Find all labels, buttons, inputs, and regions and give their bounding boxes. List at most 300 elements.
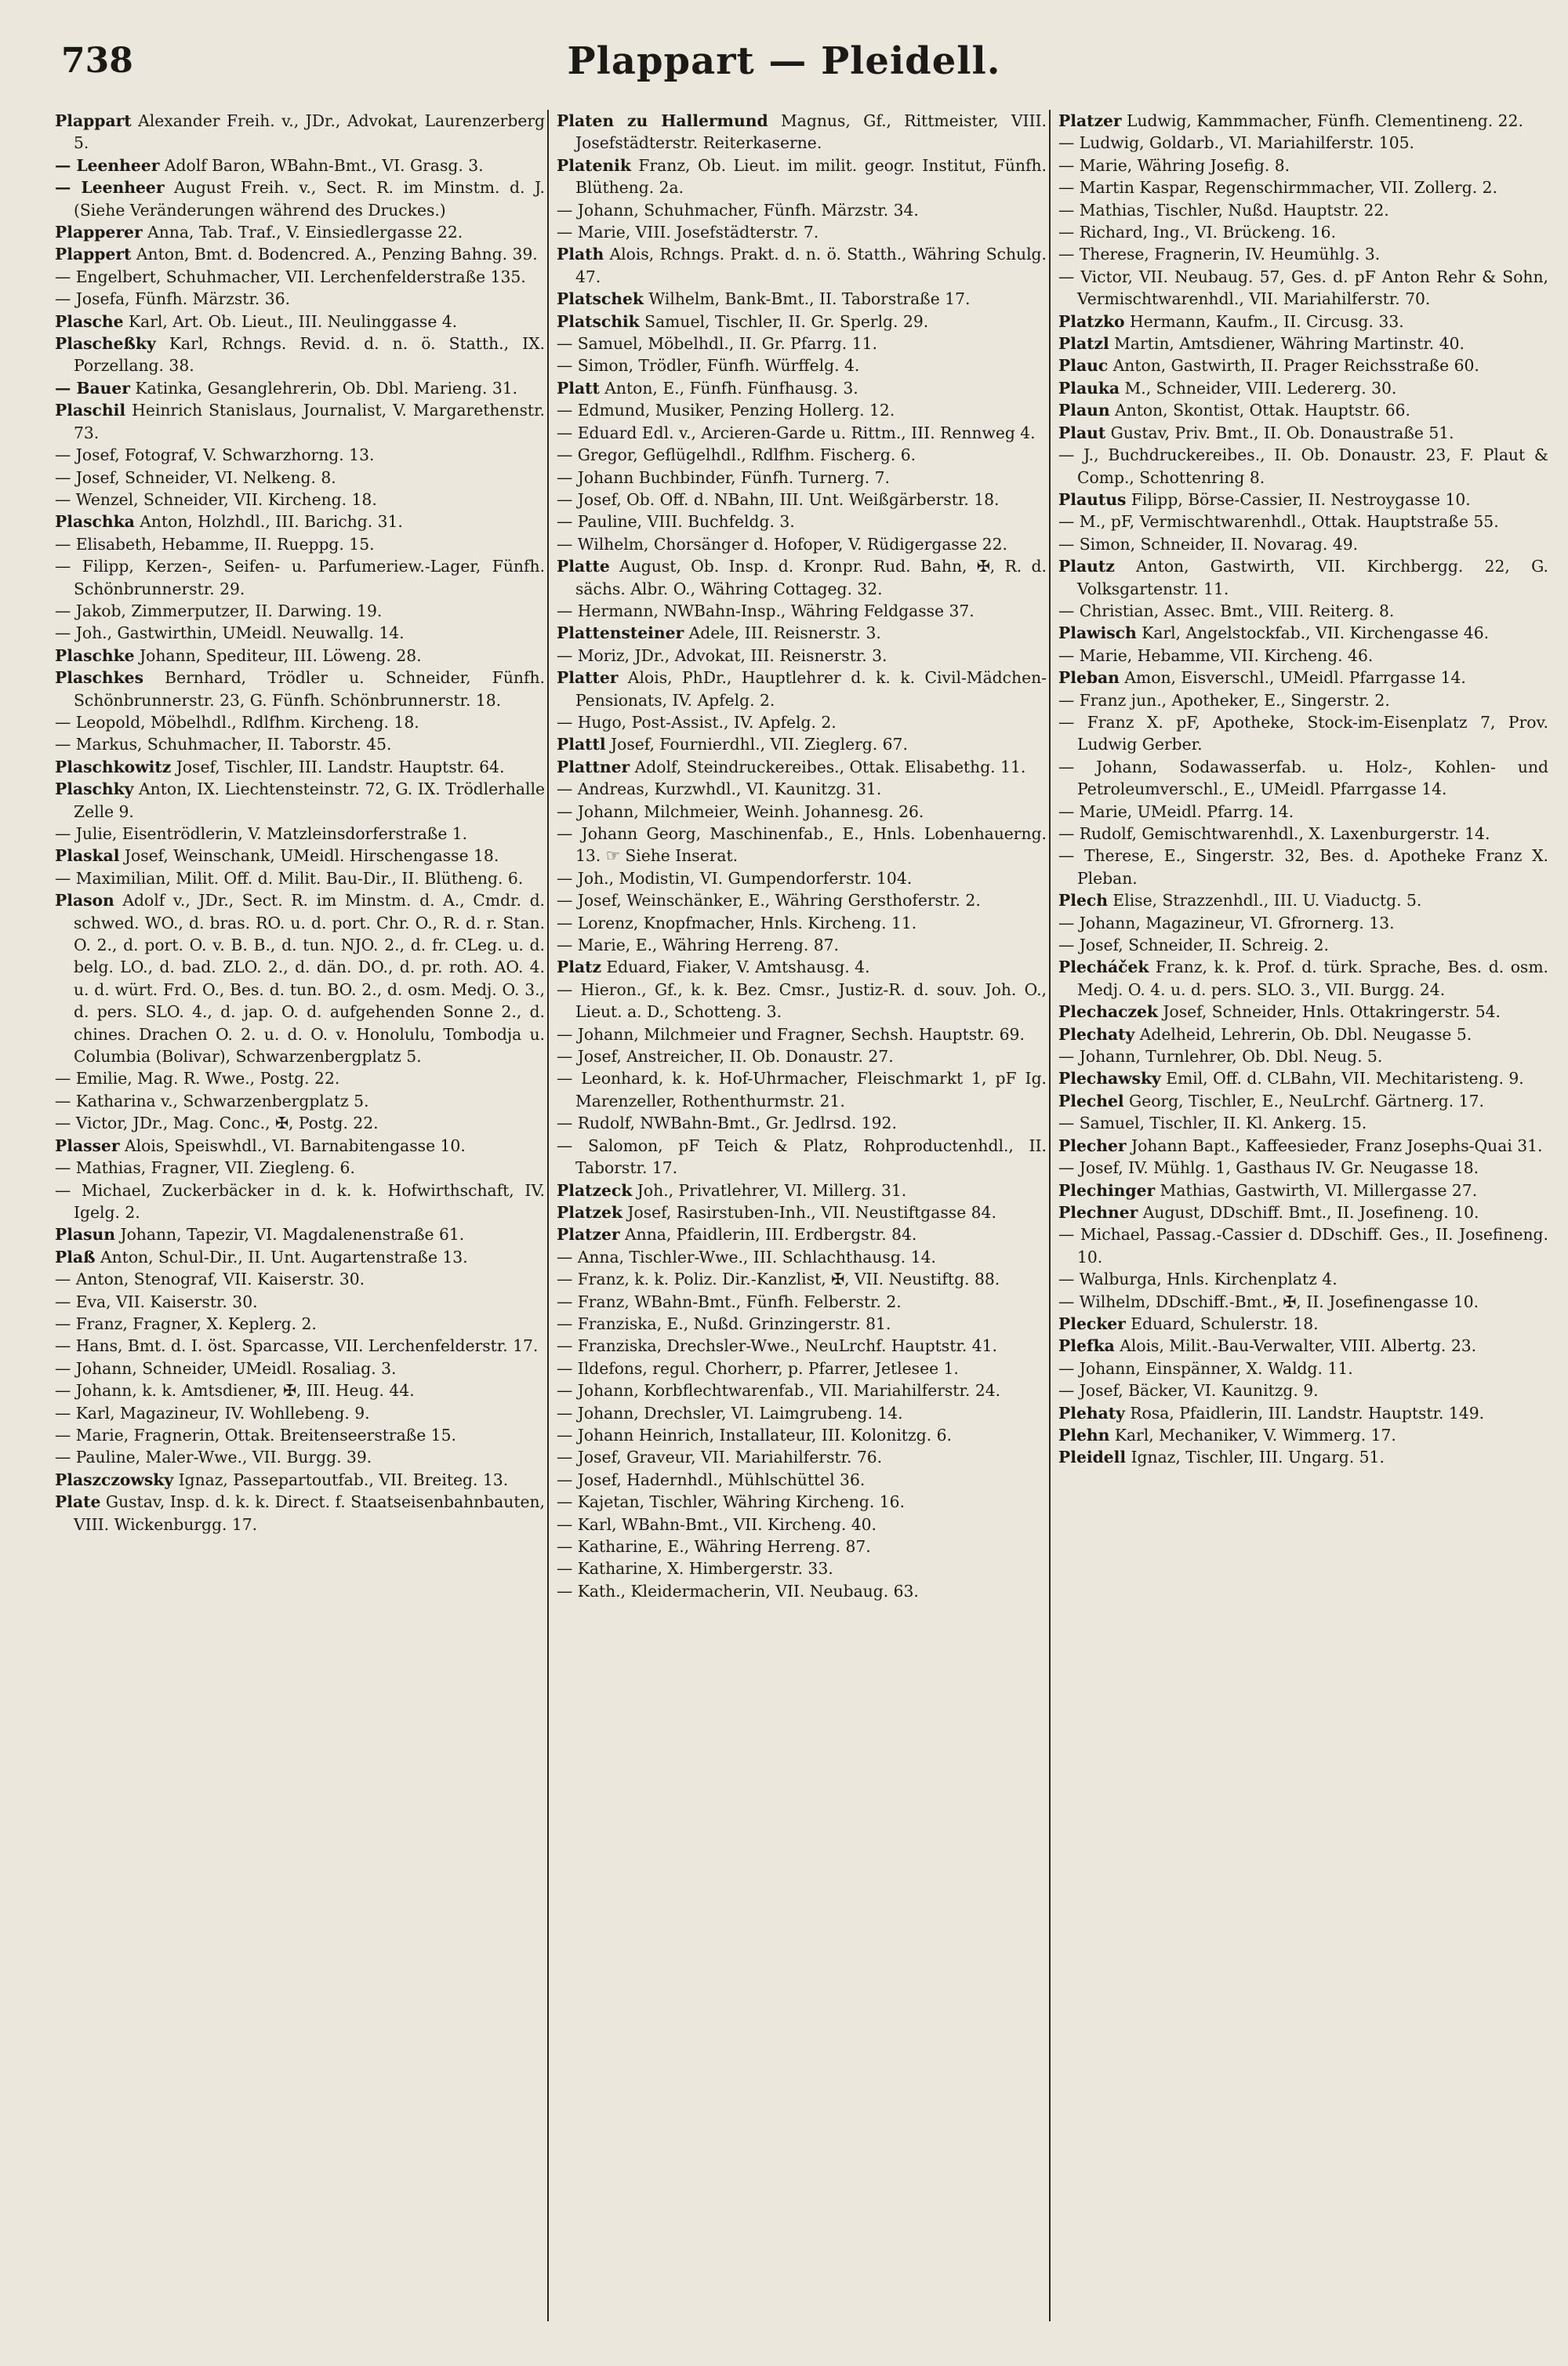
directory-entry xyxy=(557,1446,1047,1468)
directory-entry xyxy=(557,1514,1047,1536)
entry-text: Alois, Milit.-Bau-Verwalter, VIII. Albertg. 23. xyxy=(1114,1336,1477,1356)
entry-text: — Marie, UMeidl. Pfarrg. 14. xyxy=(1058,801,1294,821)
entry-text: — Hieron., Gf., k. k. Bez. Cmsr., Justiz-R. d. souv. Joh. O., Lieut. a. D., Schotteng. 3. xyxy=(557,979,1047,1022)
entry-text: — Marie, Fragnerin, Ottak. Breitenseerstraße 15. xyxy=(55,1425,456,1445)
directory-entry xyxy=(557,221,1047,243)
directory-entry xyxy=(557,1246,1047,1268)
entry-text: Anton, Bmt. d. Bodencred. A., Penzing Bahng. 39. xyxy=(131,245,538,264)
directory-entry xyxy=(55,489,545,511)
entry-headword: Plattensteiner xyxy=(557,623,684,643)
directory-entry xyxy=(55,511,545,532)
entry-text: August, DDschiff. Bmt., II. Josefineng. 10. xyxy=(1138,1202,1479,1222)
entry-headword: Plechaczek xyxy=(1058,1002,1158,1022)
entry-headword: Plaschil xyxy=(55,401,126,420)
directory-entry xyxy=(1058,1023,1548,1045)
directory-entry xyxy=(55,756,545,778)
entry-text: Adele, III. Reisnerstr. 3. xyxy=(684,623,881,643)
directory-entry xyxy=(1058,399,1548,421)
directory-entry xyxy=(1058,689,1548,711)
entry-text: — Wenzel, Schneider, VII. Kircheng. 18. xyxy=(55,489,377,509)
entry-text: Samuel, Tischler, II. Gr. Sperlg. 29. xyxy=(639,311,929,331)
entry-text: — Anna, Tischler-Wwe., III. Schlachthausg. 14. xyxy=(557,1247,936,1267)
entry-text: Karl, Rchngs. Revid. d. n. ö. Statth., IX. Porzellang. 38. xyxy=(74,334,545,376)
entry-text: — Katharine, X. Himbergerstr. 33. xyxy=(557,1559,833,1579)
directory-entry xyxy=(557,444,1047,466)
entry-headword: Plechinger xyxy=(1058,1180,1156,1200)
directory-entry xyxy=(55,1313,545,1335)
entry-text: — Simon, Schneider, II. Novarag. 49. xyxy=(1058,534,1359,554)
directory-entry xyxy=(557,288,1047,310)
directory-entry xyxy=(557,1045,1047,1067)
entry-text: — Edmund, Musiker, Penzing Hollerg. 12. xyxy=(557,401,895,420)
entry-headword: Plaskal xyxy=(55,846,120,866)
entry-text: — Julie, Eisentrödlerin, V. Matzleinsdorferstraße 1. xyxy=(55,824,468,843)
directory-entry xyxy=(1058,1112,1548,1134)
directory-entry xyxy=(55,266,545,288)
entry-text: — Ildefons, regul. Chorherr, p. Pfarrer, Jetlesee 1. xyxy=(557,1358,959,1378)
directory-entry xyxy=(55,243,545,265)
entry-headword: — Leenheer xyxy=(55,178,165,198)
directory-entry xyxy=(557,1536,1047,1557)
directory-entry xyxy=(55,154,545,176)
entry-text: — Johann, Schuhmacher, Fünfh. Märzstr. 34. xyxy=(557,200,919,220)
entry-headword: Platschik xyxy=(557,311,640,331)
entry-headword: Plecháček xyxy=(1058,958,1149,977)
page-number: 738 xyxy=(61,41,133,81)
entry-text: — Marie, Hebamme, VII. Kircheng. 46. xyxy=(1058,645,1374,665)
entry-text: — Marie, E., Währing Herreng. 87. xyxy=(557,936,839,955)
directory-entry xyxy=(557,422,1047,444)
entry-headword: Platzko xyxy=(1058,311,1125,331)
directory-entry xyxy=(55,667,545,711)
entry-headword: Plascheßky xyxy=(55,334,156,354)
entry-text: — Engelbert, Schuhmacher, VII. Lerchenfelderstraße 135. xyxy=(55,267,526,286)
entry-headword: Plechawsky xyxy=(1058,1069,1161,1089)
entry-text: M., Schneider, VIII. Ledererg. 30. xyxy=(1120,378,1397,398)
running-head: Plappart — Pleidell. xyxy=(567,39,1001,83)
entry-headword: Plapperer xyxy=(55,223,143,242)
directory-entry xyxy=(557,733,1047,755)
entry-text: Adolf v., JDr., Sect. R. im Minstm. d. A., Cmdr. d. schwed. WO., d. bras. RO. u. d. port. Chr. O., R. d. r. Stan. O. 2., d. port. O. v. B. B., d. tun. NJO. 2., d. fr. CLeg. u. d. belg. LO., d. bad. ZLO. 2., d. dän. DO., d. pr. roth. AO. 4. u. d. würt. Frd. O., Bes. d. tun. BO. 2., d. osm. Medj. O. 3., d. pers. SLO. 4., d. jap. O. d. aufgehenden Sonne 2., d. chines. Drachen O. 2. u. d. O. v. Honolulu, Tombodja u. Columbia (Bolivar), Schwarzenbergplatz 5. xyxy=(74,891,545,1067)
directory-entry xyxy=(557,1223,1047,1245)
directory-entry xyxy=(55,733,545,755)
directory-entry xyxy=(55,1157,545,1179)
directory-entry xyxy=(1058,1179,1548,1201)
entry-headword: Plaschka xyxy=(55,512,135,532)
directory-entry xyxy=(557,600,1047,622)
entry-text: — Josef, Hadernhdl., Mühlschüttel 36. xyxy=(557,1470,866,1489)
entry-headword: Plaschky xyxy=(55,780,134,799)
directory-entry xyxy=(557,354,1047,376)
directory-entry xyxy=(557,1023,1047,1045)
directory-entry xyxy=(1058,311,1548,333)
directory-entry xyxy=(1058,756,1548,801)
entry-text: Filipp, Börse-Cassier, II. Nestroygasse 10. xyxy=(1126,489,1471,509)
entry-headword: Plaschkowitz xyxy=(55,757,172,776)
entry-text: — Andreas, Kurzwhdl., VI. Kaunitzg. 31. xyxy=(557,780,882,799)
entry-text: — Franz jun., Apotheker, E., Singerstr. 2. xyxy=(1058,690,1390,710)
directory-entry xyxy=(1058,243,1548,265)
entry-headword: Plasser xyxy=(55,1136,120,1155)
directory-entry xyxy=(55,1135,545,1157)
directory-entry xyxy=(557,511,1047,532)
entry-text: — Samuel, Tischler, II. Kl. Ankerg. 15. xyxy=(1058,1114,1367,1133)
entry-text: Katinka, Gesanglehrerin, Ob. Dbl. Marieng. 31. xyxy=(129,378,518,398)
directory-entry xyxy=(55,1379,545,1401)
entry-headword: Plauc xyxy=(1058,356,1109,376)
entry-text: — Mathias, Fragner, VII. Ziegleng. 6. xyxy=(55,1158,355,1178)
directory-entry xyxy=(557,778,1047,800)
entry-text: — Johann, Magazineur, VI. Gfrornerg. 13. xyxy=(1058,913,1395,932)
directory-entry xyxy=(55,823,545,845)
directory-entry xyxy=(1058,176,1548,198)
entry-text: — Johann, Korbflechtwarenfab., VII. Mariahilferstr. 24. xyxy=(557,1381,1001,1401)
directory-entry xyxy=(55,311,545,333)
entry-text: — Josef, Fotograf, V. Schwarzhorng. 13. xyxy=(55,445,375,465)
entry-text: Anton, Gastwirth, VII. Kirchbergg. 22, G. Volksgartenstr. 11. xyxy=(1077,557,1548,598)
directory-entry xyxy=(55,711,545,733)
entry-text: Anton, Gastwirth, II. Prager Reichsstraße 60. xyxy=(1108,356,1479,376)
entry-text: — Salomon, pF Teich & Platz, Rohproductenhdl., II. Taborstr. 17. xyxy=(557,1136,1047,1178)
entry-headword: Plason xyxy=(55,891,114,910)
entry-text: — Franziska, Drechsler-Wwe., NeuLrchf. Hauptstr. 41. xyxy=(557,1336,997,1356)
entry-text: Anton, Skontist, Ottak. Hauptstr. 66. xyxy=(1109,401,1410,420)
directory-entry xyxy=(55,645,545,667)
directory-entry xyxy=(557,154,1047,199)
entry-text: Johann, Tapezir, VI. Magdalenenstraße 61. xyxy=(115,1225,465,1245)
directory-entry xyxy=(557,1335,1047,1357)
entry-text: — Eva, VII. Kaiserstr. 30. xyxy=(55,1292,258,1311)
entry-text: Adolf Baron, WBahn-Bmt., VI. Grasg. 3. xyxy=(159,155,484,175)
entry-headword: Plawisch xyxy=(1058,623,1137,643)
directory-entry xyxy=(55,1246,545,1268)
directory-entry xyxy=(557,756,1047,778)
directory-entry xyxy=(557,1469,1047,1491)
entry-text: Karl, Art. Ob. Lieut., III. Neulinggasse 4. xyxy=(123,311,458,331)
entry-headword: Plautz xyxy=(1058,557,1115,576)
directory-entry xyxy=(1058,154,1548,176)
directory-entry xyxy=(1058,1424,1548,1446)
directory-entry xyxy=(557,1201,1047,1223)
directory-entry xyxy=(557,533,1047,555)
directory-entry xyxy=(1058,622,1548,644)
directory-entry xyxy=(1058,667,1548,689)
directory-entry xyxy=(55,1357,545,1379)
entry-text: — Martin Kaspar, Regenschirmmacher, VII. Zollerg. 2. xyxy=(1058,178,1497,198)
entry-text: — Maximilian, Milit. Off. d. Milit. Bau-Dir., II. Blütheng. 6. xyxy=(55,868,524,888)
directory-entry xyxy=(557,1313,1047,1335)
entry-text: — Johann Georg, Maschinenfab., E., Hnls. Lobenhauerng. 13. ☞ Siehe Inserat. xyxy=(557,824,1047,866)
entry-text: — Johann, Milchmeier und Fragner, Sechsh. Hauptstr. 69. xyxy=(557,1024,1025,1044)
directory-entry xyxy=(1058,934,1548,956)
directory-entry xyxy=(1058,266,1548,311)
directory-entry xyxy=(1058,1135,1548,1157)
entry-text: Ignaz, Tischler, III. Ungarg. 51. xyxy=(1126,1448,1385,1467)
entry-text: Eduard, Fiaker, V. Amtshausg. 4. xyxy=(601,958,870,977)
entry-headword: Plath xyxy=(557,245,604,264)
entry-text: — Pauline, VIII. Buchfeldg. 3. xyxy=(557,512,795,532)
directory-entry xyxy=(55,533,545,555)
entry-text: — Hans, Bmt. d. I. öst. Sparcasse, VII. Lerchenfelderstr. 17. xyxy=(55,1336,539,1356)
directory-entry xyxy=(557,489,1047,511)
entry-text: — Johann Buchbinder, Fünfh. Turnerg. 7. xyxy=(557,467,890,487)
entry-headword: — Leenheer xyxy=(55,155,160,175)
entry-text: — Karl, Magazineur, IV. Wohllebeng. 9. xyxy=(55,1403,370,1423)
entry-text: — Markus, Schuhmacher, II. Taborstr. 45. xyxy=(55,735,392,754)
entry-text: Rosa, Pfaidlerin, III. Landstr. Hauptstr. 149. xyxy=(1124,1403,1485,1423)
entry-text: — Joh., Gastwirthin, UMeidl. Neuwallg. 14. xyxy=(55,623,405,643)
entry-text: — Katharine, E., Währing Herreng. 87. xyxy=(557,1537,871,1556)
entry-text: Alois, Rchngs. Prakt. d. n. ö. Statth., Währing Schulg. 47. xyxy=(575,245,1047,286)
directory-entry xyxy=(557,1291,1047,1313)
directory-entry xyxy=(55,176,545,221)
directory-entry xyxy=(557,333,1047,354)
entry-headword: Pleidell xyxy=(1058,1448,1127,1467)
entry-text: Hermann, Kaufm., II. Circusg. 33. xyxy=(1124,311,1404,331)
directory-entry xyxy=(557,110,1047,154)
entry-text: Karl, Angelstockfab., VII. Kirchengasse 46. xyxy=(1136,623,1490,643)
entry-headword: Plattner xyxy=(557,757,630,776)
entry-text: Mathias, Gastwirth, VI. Millergasse 27. xyxy=(1155,1180,1478,1200)
directory-entry xyxy=(55,467,545,489)
column-3 xyxy=(1058,110,1548,2337)
directory-entry xyxy=(557,1379,1047,1401)
directory-entry xyxy=(1058,1291,1548,1313)
directory-entry xyxy=(557,823,1047,867)
entry-text: Adelheid, Lehrerin, Ob. Dbl. Neugasse 5. xyxy=(1134,1024,1472,1044)
directory-entry xyxy=(55,1491,545,1536)
entry-text: — Eduard Edl. v., Arcieren-Garde u. Rittm., III. Rennweg 4. xyxy=(557,423,1036,442)
directory-entry xyxy=(557,243,1047,288)
entry-text: — Josef, Schneider, VI. Nelkeng. 8. xyxy=(55,467,336,487)
directory-entry xyxy=(55,399,545,444)
entry-text: August, Ob. Insp. d. Kronpr. Rud. Bahn, ✠, R. d. sächs. Albr. O., Währing Cottageg. 32. xyxy=(575,557,1047,598)
column-divider xyxy=(1049,110,1051,2321)
directory-entry xyxy=(557,1491,1047,1513)
column-1 xyxy=(55,110,545,2337)
entry-text: Josef, Schneider, Hnls. Ottakringerstr. 54. xyxy=(1157,1002,1501,1022)
entry-text: — Hugo, Post-Assist., IV. Apfelg. 2. xyxy=(557,712,837,732)
entry-text: — J., Buchdruckereibes., II. Ob. Donaustr. 23, F. Plaut & Comp., Schottenring 8. xyxy=(1058,445,1548,487)
directory-entry xyxy=(55,600,545,622)
entry-headword: Platter xyxy=(557,668,619,688)
directory-entry xyxy=(557,1067,1047,1112)
directory-entry xyxy=(557,467,1047,489)
directory-entry xyxy=(557,956,1047,978)
entry-text: Josef, Tischler, III. Landstr. Hauptstr. 64. xyxy=(171,757,505,776)
entry-text: — Jakob, Zimmerputzer, II. Darwing. 19. xyxy=(55,601,383,620)
entry-text: Eduard, Schulerstr. 18. xyxy=(1125,1314,1319,1333)
entry-headword: Platz xyxy=(557,958,601,977)
entry-text: — Therese, E., Singerstr. 32, Bes. d. Apotheke Franz X. Pleban. xyxy=(1058,846,1548,888)
directory-entry xyxy=(1058,533,1548,555)
directory-entry xyxy=(55,1067,545,1089)
directory-entry xyxy=(55,1424,545,1446)
entry-text: — Elisabeth, Hebamme, II. Rueppg. 15. xyxy=(55,534,375,554)
directory-entry xyxy=(557,1112,1047,1134)
entry-headword: Plappert xyxy=(55,245,132,264)
entry-headword: Plautus xyxy=(1058,489,1127,509)
directory-entry xyxy=(557,555,1047,600)
directory-entry xyxy=(557,889,1047,911)
directory-entry xyxy=(1058,422,1548,444)
entry-text: Josef, Weinschank, UMeidl. Hirschengasse 18. xyxy=(119,846,499,866)
entry-text: — Walburga, Hnls. Kirchenplatz 4. xyxy=(1058,1270,1338,1289)
entry-headword: — Bauer xyxy=(55,378,130,398)
entry-text: — Rudolf, NWBahn-Bmt., Gr. Jedlrsd. 192. xyxy=(557,1114,897,1133)
directory-entry xyxy=(55,1469,545,1491)
entry-headword: Plechel xyxy=(1058,1091,1124,1110)
entry-text: — Johann, Einspänner, X. Waldg. 11. xyxy=(1058,1358,1353,1378)
entry-text: — Johann, Schneider, UMeidl. Rosaliag. 3. xyxy=(55,1358,397,1378)
entry-text: — Leonhard, k. k. Hof-Uhrmacher, Fleischmarkt 1, pF Ig. Marenzeller, Rothenthurmstr. 21. xyxy=(557,1069,1047,1110)
entry-text: Amon, Eisverschl., UMeidl. Pfarrgasse 14. xyxy=(1119,668,1466,688)
directory-entry xyxy=(557,979,1047,1023)
entry-text: — Franz, WBahn-Bmt., Fünfh. Felberstr. 2. xyxy=(557,1292,902,1311)
entry-text: — Franziska, E., Nußd. Grinzingerstr. 81. xyxy=(557,1314,891,1333)
entry-text: Ludwig, Kammmacher, Fünfh. Clementineng. 22. xyxy=(1121,111,1523,130)
directory-entry xyxy=(1058,956,1548,1001)
entry-text: Martin, Amtsdiener, Währing Martinstr. 40. xyxy=(1109,334,1465,354)
directory-entry xyxy=(557,1424,1047,1446)
entry-text: — Leopold, Möbelhdl., Rdlfhm. Kircheng. 18. xyxy=(55,712,419,732)
directory-entry xyxy=(557,1179,1047,1201)
directory-entry xyxy=(55,444,545,466)
entry-headword: Platt xyxy=(557,378,600,398)
entry-text: — Josef, Bäcker, VI. Kaunitzg. 9. xyxy=(1058,1381,1319,1401)
entry-headword: Plaß xyxy=(55,1247,96,1267)
entry-text: — Josef, Ob. Off. d. NBahn, III. Unt. Weißgärberstr. 18. xyxy=(557,489,1000,509)
directory-entry xyxy=(1058,1223,1548,1268)
entry-headword: Platzer xyxy=(557,1225,620,1245)
entry-text: Ignaz, Passepartoutfab., VII. Breiteg. 13. xyxy=(173,1470,509,1489)
directory-entry xyxy=(557,622,1047,644)
directory-entry xyxy=(557,667,1047,711)
entry-text: — Rudolf, Gemischtwarenhdl., X. Laxenburgerstr. 14. xyxy=(1058,824,1490,843)
entry-text: Elise, Strazzenhdl., III. U. Viaductg. 5. xyxy=(1107,891,1422,910)
entry-text: Johann, Spediteur, III. Löweng. 28. xyxy=(134,645,422,665)
directory-entry xyxy=(557,934,1047,956)
entry-text: — Marie, VIII. Josefstädterstr. 7. xyxy=(557,223,819,242)
directory-entry xyxy=(1058,1357,1548,1379)
entry-text: — Victor, JDr., Mag. Conc., ✠, Postg. 22. xyxy=(55,1114,379,1133)
entry-text: — Hermann, NWBahn-Insp., Währing Feldgasse 37. xyxy=(557,601,975,620)
entry-text: — Ludwig, Goldarb., VI. Mariahilferstr. 105. xyxy=(1058,133,1414,153)
entry-text: — Wilhelm, DDschiff.-Bmt., ✠, II. Josefinengasse 10. xyxy=(1058,1292,1479,1311)
page-header xyxy=(0,0,1568,102)
entry-text: — Filipp, Kerzen-, Seifen- u. Parfumeriew.-Lager, Fünfh. Schönbrunnerstr. 29. xyxy=(55,557,545,598)
directory-entry xyxy=(557,1580,1047,1602)
entry-text: — Josef, Weinschänker, E., Währing Gersthoferstr. 2. xyxy=(557,891,981,910)
directory-entry xyxy=(55,622,545,644)
entry-text: Adolf, Steindruckereibes., Ottak. Elisabethg. 11. xyxy=(630,757,1026,776)
directory-entry xyxy=(1058,1379,1548,1401)
directory-entry xyxy=(1058,333,1548,354)
entry-text: — Lorenz, Knopfmacher, Hnls. Kircheng. 11. xyxy=(557,913,917,932)
entry-text: — Josef, IV. Mühlg. 1, Gasthaus IV. Gr. Neugasse 18. xyxy=(1058,1158,1479,1178)
entry-headword: Plechaty xyxy=(1058,1024,1135,1044)
entry-text: — Christian, Assec. Bmt., VIII. Reiterg. 8. xyxy=(1058,601,1395,620)
entry-text: — Kath., Kleidermacherin, VII. Neubaug. 63. xyxy=(557,1581,919,1601)
directory-entry xyxy=(1058,110,1548,132)
directory-entry xyxy=(557,1135,1047,1179)
entry-headword: Platzer xyxy=(1058,111,1122,130)
directory-entry xyxy=(557,1357,1047,1379)
entry-text: — Johann, Milchmeier, Weinh. Johannesg. 26. xyxy=(557,801,924,821)
directory-entry xyxy=(557,1402,1047,1424)
entry-text: Georg, Tischler, E., NeuLrchf. Gärtnerg. 17. xyxy=(1123,1091,1484,1110)
directory-entry xyxy=(1058,444,1548,489)
directory-entry xyxy=(1058,377,1548,399)
directory-entry xyxy=(557,867,1047,889)
directory-entry xyxy=(1058,1446,1548,1468)
entry-text: — Josef, Schneider, II. Schreig. 2. xyxy=(1058,936,1330,955)
entry-text: — Michael, Passag.-Cassier d. DDschiff. Ges., II. Josefineng. 10. xyxy=(1058,1225,1548,1267)
entry-headword: Plate xyxy=(55,1492,101,1512)
directory-entry xyxy=(55,1402,545,1424)
entry-text: — Emilie, Mag. R. Wwe., Postg. 22. xyxy=(55,1069,340,1089)
entry-headword: Plehn xyxy=(1058,1425,1110,1445)
directory-entry xyxy=(557,912,1047,934)
entry-text: Johann Bapt., Kaffeesieder, Franz Josephs-Quai 31. xyxy=(1126,1136,1543,1155)
directory-entry xyxy=(1058,823,1548,845)
entry-headword: Plaut xyxy=(1058,423,1106,442)
entry-headword: Plechner xyxy=(1058,1202,1138,1222)
entry-headword: Platschek xyxy=(557,289,644,309)
directory-entry xyxy=(557,645,1047,667)
entry-text: — Franz X. pF, Apotheke, Stock-im-Eisenplatz 7, Prov. Ludwig Gerber. xyxy=(1058,712,1548,754)
directory-entry xyxy=(1058,912,1548,934)
directory-entry xyxy=(557,199,1047,221)
entry-text: — Richard, Ing., VI. Brückeng. 16. xyxy=(1058,223,1337,242)
directory-entry xyxy=(55,377,545,399)
directory-entry xyxy=(55,110,545,154)
directory-entry xyxy=(1058,645,1548,667)
entry-text: Gustav, Insp. d. k. k. Direct. f. Staatseisenbahnbauten, VIII. Wickenburgg. 17. xyxy=(74,1492,545,1534)
directory-entry xyxy=(55,1291,545,1313)
directory-entry xyxy=(1058,1001,1548,1023)
directory-entry xyxy=(55,1446,545,1468)
entry-headword: Plauka xyxy=(1058,378,1120,398)
directory-entry xyxy=(55,1112,545,1134)
entry-headword: Plech xyxy=(1058,891,1108,910)
entry-text: — Anton, Stenograf, VII. Kaiserstr. 30. xyxy=(55,1270,365,1289)
entry-text: — Kajetan, Tischler, Währing Kircheng. 16. xyxy=(557,1492,906,1512)
column-2 xyxy=(557,110,1047,2337)
entry-text: Alois, PhDr., Hauptlehrer d. k. k. Civil-Mädchen-Pensionats, IV. Apfelg. 2. xyxy=(575,668,1047,710)
entry-text: — Simon, Trödler, Fünfh. Würffelg. 4. xyxy=(557,356,860,376)
entry-text: — Johann, Sodawasserfab. u. Holz-, Kohlen- und Petroleumverschl., E., UMeidl. Pfarrgasse 14. xyxy=(1058,757,1548,799)
entry-headword: Pleban xyxy=(1058,668,1120,688)
directory-entry xyxy=(55,1223,545,1245)
directory-entry xyxy=(1058,1157,1548,1179)
directory-entry xyxy=(55,1268,545,1290)
entry-text: Anton, Holzhdl., III. Barichg. 31. xyxy=(134,512,403,532)
entry-text: — Marie, Währing Josefig. 8. xyxy=(1058,155,1290,175)
entry-text: Joh., Privatlehrer, VI. Millerg. 31. xyxy=(632,1180,907,1200)
directory-entry xyxy=(1058,1201,1548,1223)
entry-text: — Josef, Anstreicher, II. Ob. Donaustr. 27. xyxy=(557,1047,894,1067)
directory-entry xyxy=(1058,1402,1548,1424)
directory-entry xyxy=(1058,489,1548,511)
directory-entry xyxy=(55,1179,545,1224)
directory-entry xyxy=(557,801,1047,823)
directory-entry xyxy=(55,288,545,310)
entry-text: — Mathias, Tischler, Nußd. Hauptstr. 22. xyxy=(1058,200,1389,220)
entry-text: — Therese, Fragnerin, IV. Heumühlg. 3. xyxy=(1058,245,1381,264)
entry-headword: Plecker xyxy=(1058,1314,1126,1333)
directory-entry xyxy=(55,867,545,889)
